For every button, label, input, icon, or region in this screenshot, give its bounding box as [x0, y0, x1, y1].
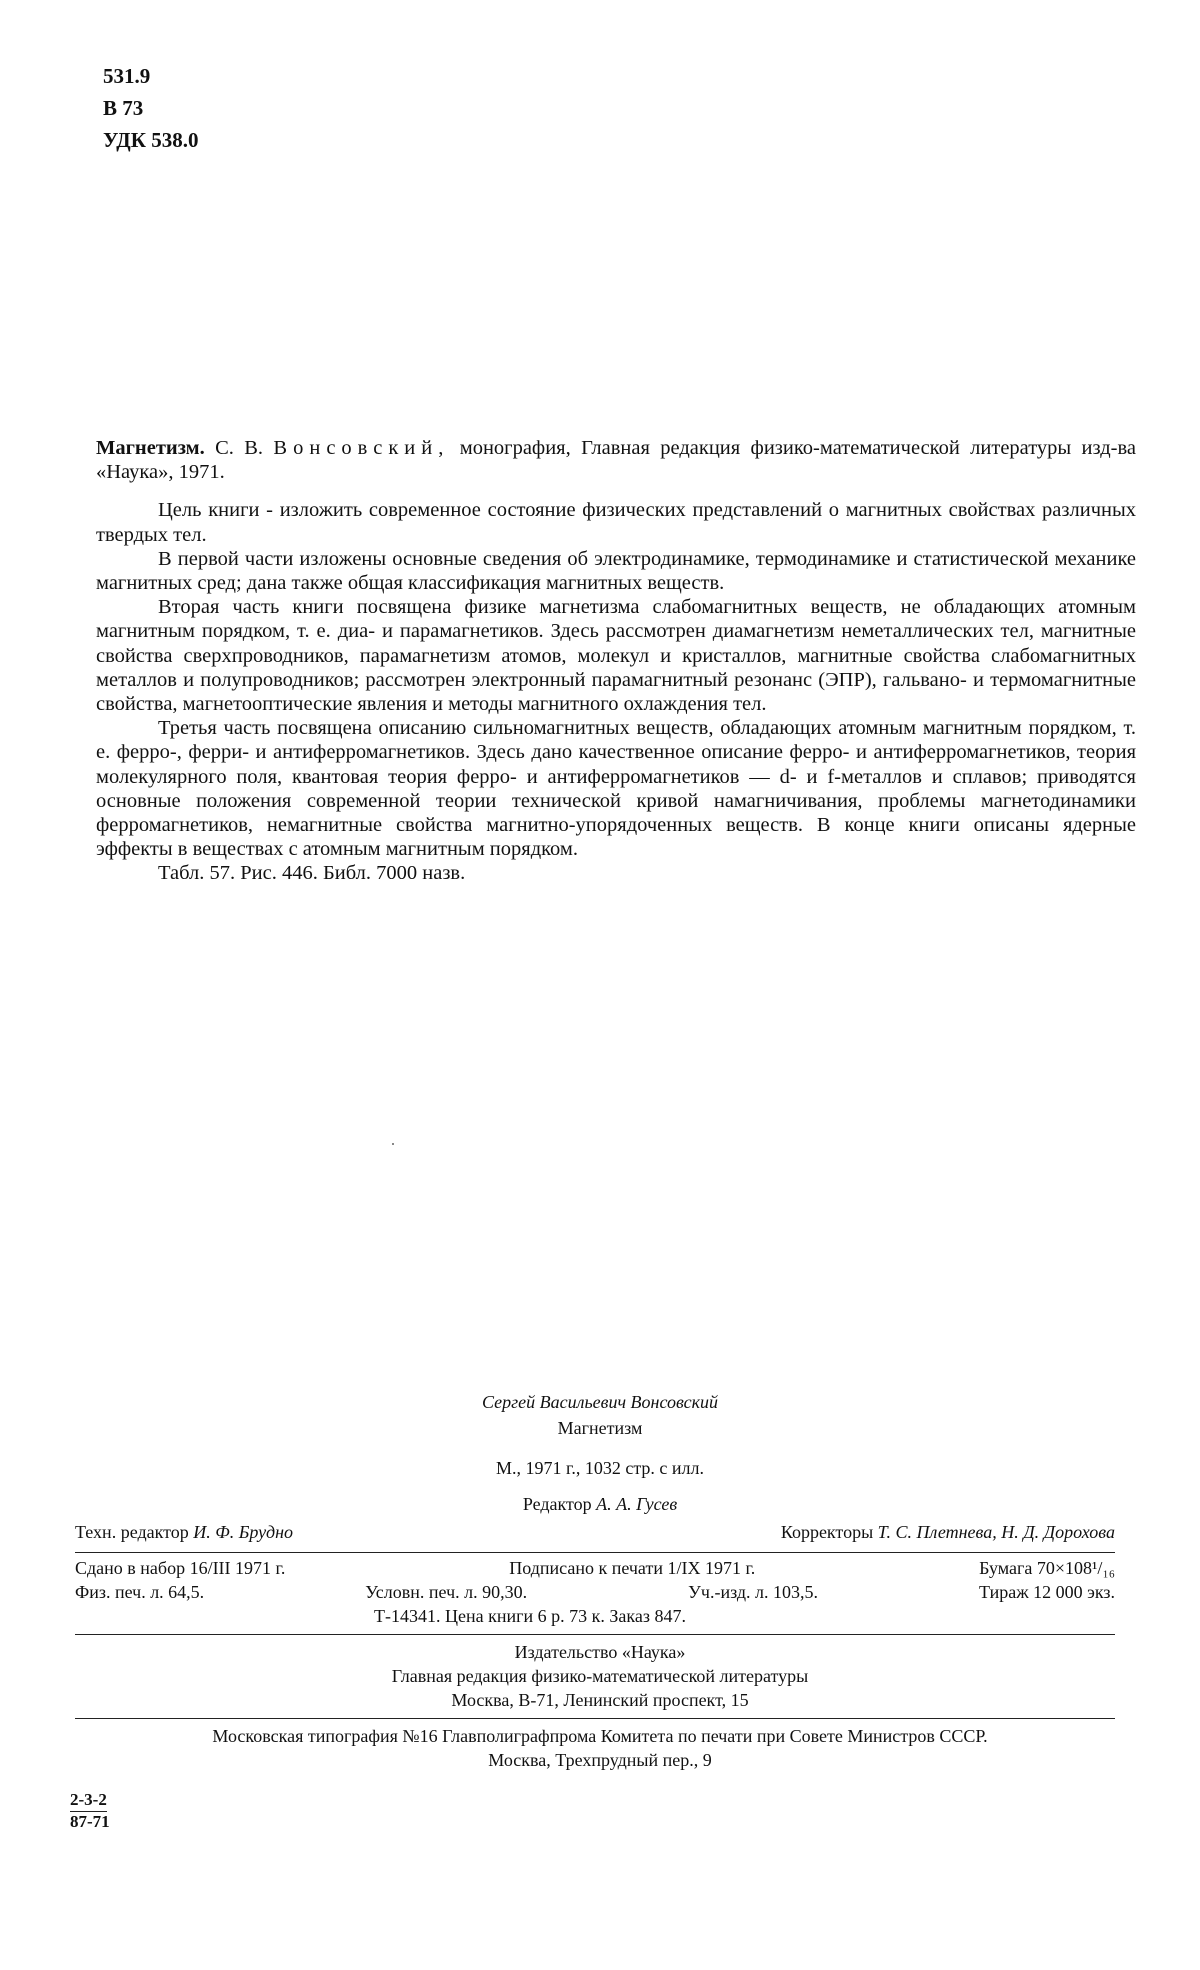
tech-editor-label: Техн. редактор: [75, 1522, 189, 1542]
udk-code: УДК 538.0: [103, 128, 199, 152]
bibliographic-rest: монография, Главная редакция физико-математической литературы изд-ва «Наука», 1971.: [96, 437, 1137, 484]
abstract-paragraph: В первой части изложены основные сведения об электродинамике, термодинамике и статистической механике магнитных сред; дана также общая классификация магнитных веществ.: [96, 547, 1136, 595]
tech-editor-name: И. Ф. Брудно: [193, 1522, 294, 1542]
signed-to-print-date: Подписано к печати 1/IX 1971 г.: [509, 1558, 756, 1578]
staff-row: [75, 1518, 1115, 1546]
correctors-label: Корректоры: [780, 1522, 874, 1542]
paper-format: Бумага 70×108¹/₁₆: [979, 1558, 1115, 1578]
publisher-division: Главная редакция физико-математической литературы: [391, 1666, 809, 1686]
publisher-name: Издательство «Наука»: [514, 1642, 686, 1662]
typesetting-date: Сдано в набор 16/III 1971 г.: [75, 1558, 286, 1578]
printer-address: Москва, Трехпрудный пер., 9: [488, 1750, 712, 1770]
printer-name: Московская типография №16 Главполиграфпрома Комитета по печати при Совете Министров СССР.: [212, 1726, 988, 1746]
physical-sheets: Физ. печ. л. 64,5.: [75, 1582, 205, 1602]
bbk-code: 531.9: [103, 64, 151, 88]
publisher-address: Москва, В-71, Ленинский проспект, 15: [451, 1690, 749, 1710]
colophon-book-title: Магнетизм: [557, 1418, 643, 1438]
bottom-codes: [70, 1790, 110, 1832]
abstract-paragraph: Цель книги - изложить современное состояние физических представлений о магнитных свойствах различных твердых тел.: [96, 499, 1136, 546]
abstract-stats: Табл. 57. Рис. 446. Библ. 7000 назв.: [158, 862, 466, 885]
abstract-paragraph: Вторая часть книги посвящена физике магнетизма слабомагнитных веществ, не обладающих атомным магнитным порядком, т. е. диа- и парамагнетиков. Здесь рассмотрен диамагнетизм неметаллических тел, магнитные свойства сверхпроводников, парамагнетизм атомов, молекул и кристаллов, магнитные свойства слабомагнитных металлов и полупроводников; рассмотрен электронный парамагнитный резонанс (ЭПР), гальвано- и термомагнитные свойства, магнетооптические явления и методы магнитного охлаждения тел.: [96, 596, 1136, 716]
author-initials: С. В.: [215, 437, 264, 459]
author-surname: Вонсовский,: [273, 437, 450, 459]
print-run: Тираж 12 000 экз.: [979, 1582, 1115, 1602]
bibliographic-entry: [96, 436, 1136, 484]
correctors-names: Т. С. Плетнева, Н. Д. Дорохова: [877, 1522, 1115, 1542]
author-mark: В 73: [103, 96, 144, 120]
divider: [75, 1552, 1115, 1553]
tech-editor: [75, 1518, 293, 1546]
divider: [75, 1718, 1115, 1719]
price-order-line: Т-14341. Цена книги 6 р. 73 к. Заказ 847.: [374, 1606, 686, 1626]
editor-line: [0, 1490, 1200, 1518]
author-full-name: Сергей Васильевич Вонсовский: [482, 1392, 718, 1412]
abstract-paragraph: Третья часть посвящена описанию сильномагнитных веществ, обладающих атомным магнитным порядком, т. е. ферро-, ферри- и антиферромагнетиков. Здесь дано качественное описание ферро- и антиферромагнетиков, теория молекулярного поля, квантовая теория ферро- и антиферромагнетиков — d- и f-металлов и сплавов; приводятся основные положения современной теории технической кривой намагничивания, проблемы магнетодинамики ферромагнетиков, немагнитные свойства магнитно-упорядоченных веществ. В конце книги описаны ядерные эффекты в веществах с атомным магнитным порядком.: [96, 717, 1136, 861]
editor-label: Редактор: [522, 1494, 592, 1514]
bottom-code-line2: 87-71: [70, 1812, 110, 1831]
publishing-sheets: Уч.-изд. л. 103,5.: [688, 1582, 819, 1602]
abstract: [96, 436, 1136, 886]
book-title-lead: Магнетизм.: [96, 437, 205, 459]
classification-codes: [103, 60, 198, 156]
correctors: [781, 1518, 1115, 1546]
divider: [75, 1634, 1115, 1635]
bottom-code-line1: 2-3-2: [70, 1790, 107, 1812]
conventional-sheets: Условн. печ. л. 90,30.: [365, 1582, 528, 1602]
editor-name: А. А. Гусев: [596, 1494, 678, 1514]
imprint-line: М., 1971 г., 1032 стр. с илл.: [495, 1458, 705, 1478]
stray-dot: [392, 1143, 394, 1145]
